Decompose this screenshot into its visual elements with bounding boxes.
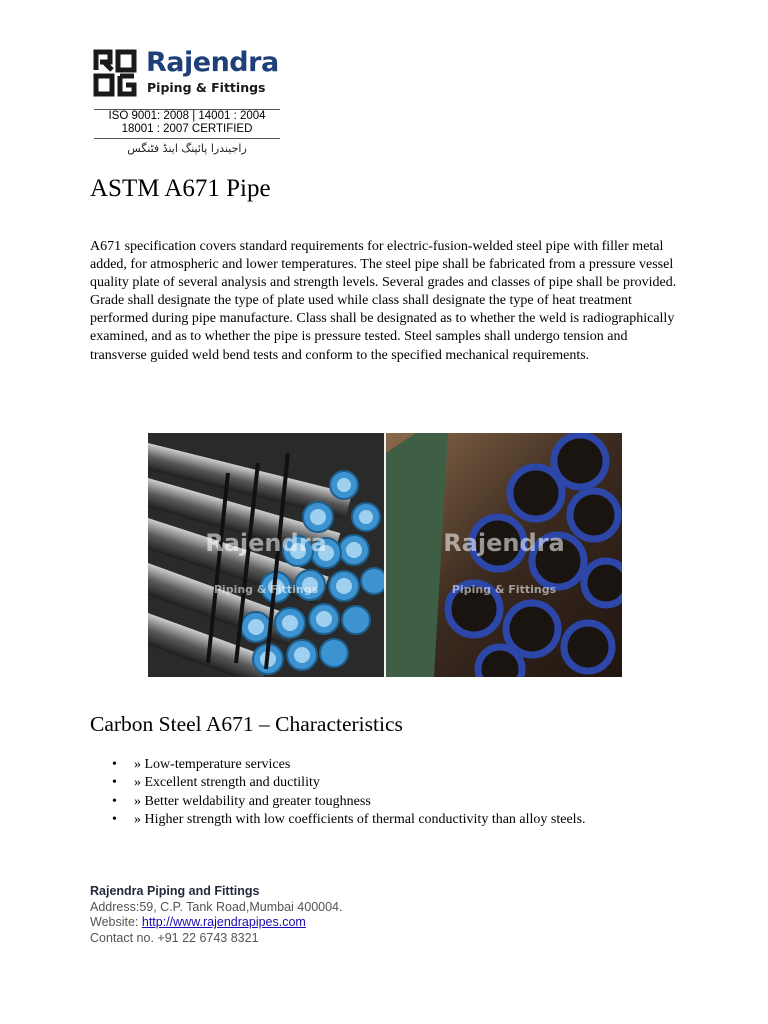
intro-paragraph: A671 specification covers standard requirements for electric-fusion-welded steel pipe with filler metal added, for atmospheric and lower temperatures. The steel pipe shall be fabricated from a pressure vessel quality plate of several analysis and strength levels. Several grades and classes of pipe shall be provided. Grade shall designate the type of plate used while class shall designate the type of heat treatment performed during pipe manufacture. Class shall be designated as to whether the weld is radiographically examined, and as to whether the pipe is pressure tested. Steel samples shall undergo tension and transverse guided weld bend tests and conform to the specified mechanical requirements. (90, 239, 677, 363)
company-logo (92, 46, 282, 158)
watermark-sub: Piping & Fittings (213, 583, 319, 596)
footer-website (90, 915, 342, 931)
page-title: ASTM A671 Pipe (90, 175, 271, 202)
list-item-text: » Better weldability and greater toughness (134, 793, 371, 809)
list-item (112, 756, 586, 774)
website-link[interactable]: http://www.rajendrapipes.com (141, 915, 306, 929)
watermark-name: Rajendra (443, 529, 565, 557)
photo-left-black-pipes (148, 433, 387, 677)
footer-contact: Contact no. +91 22 6743 8321 (90, 930, 259, 945)
rajendra-logo-mark-icon (92, 46, 140, 98)
list-item-text: » Excellent strength and ductility (134, 775, 320, 791)
bullet-icon: • (112, 775, 117, 791)
urdu-brand-line: راجیندرا پائپنگ اینڈ فٹنگس (127, 142, 247, 155)
list-item-text: » Higher strength with low coefficients of thermal conductivity than alloy steels. (134, 811, 586, 827)
list-item (112, 774, 586, 792)
list-item-text: » Low-temperature services (134, 757, 291, 772)
section-heading: Carbon Steel A671 – Characteristics (90, 712, 403, 736)
list-item (112, 793, 586, 811)
photo-right-blue-pipes (386, 433, 622, 677)
footer-address: Address:59, C.P. Tank Road,Mumbai 400004. (90, 899, 343, 914)
characteristics-list (112, 756, 586, 829)
list-item (112, 811, 586, 829)
bullet-icon: • (112, 793, 117, 809)
footer-website-label: Website: (90, 915, 142, 929)
footer-company-name: Rajendra Piping and Fittings (90, 884, 260, 898)
contact-footer (90, 884, 342, 946)
watermark-sub: Piping & Fittings (451, 583, 557, 596)
logo-divider (94, 138, 280, 139)
pipe-photos (148, 433, 622, 677)
watermark-name: Rajendra (205, 529, 327, 557)
certification-line-1: ISO 9001: 2008 | 14001 : 2004 (108, 110, 266, 122)
certification-line-2: 18001 : 2007 CERTIFIED (121, 123, 253, 135)
brand-subtitle: Piping & Fittings (147, 80, 266, 95)
brand-name: Rajendra (146, 47, 279, 78)
bullet-icon: • (112, 811, 117, 827)
bullet-icon: • (112, 757, 117, 772)
